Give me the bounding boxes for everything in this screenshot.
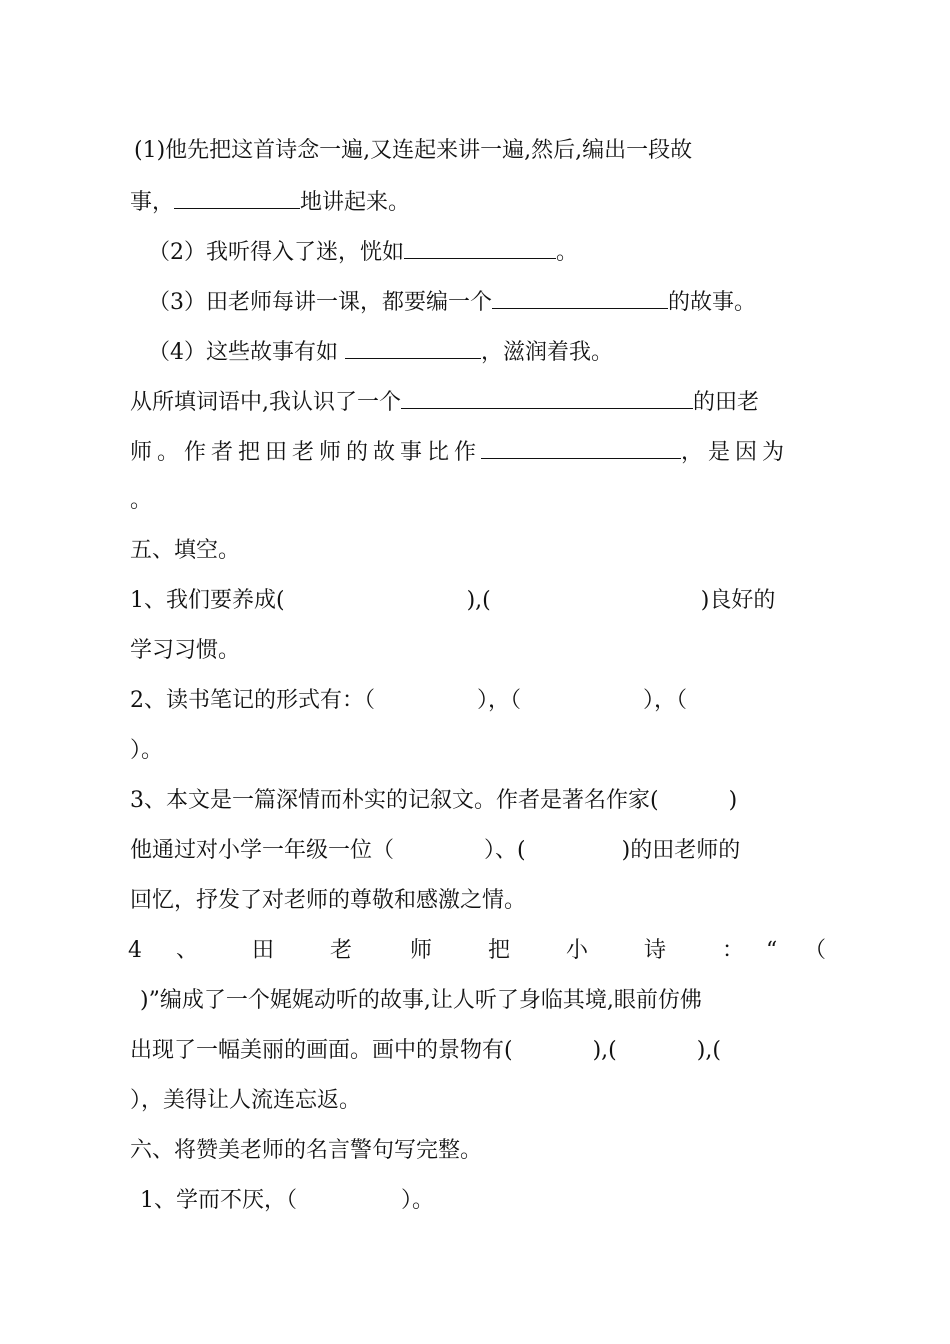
q2-blank[interactable] <box>404 236 556 259</box>
q3-suffix: 的故事。 <box>668 290 757 315</box>
section5-title <box>130 536 240 566</box>
s5-item3-line3 <box>130 886 526 916</box>
s5-item4-char: 田 <box>252 938 275 963</box>
s5-item1-line2 <box>130 636 240 666</box>
summary-line3 <box>130 486 152 516</box>
s5-item3-d: ）、( <box>484 838 526 863</box>
s5-item3-e: )的田老师的 <box>621 838 741 863</box>
s5-item4-char: “ <box>766 938 778 963</box>
s5-item3-c: 他通过对小学一年级一位（ <box>130 838 395 863</box>
s5-item3-b: ) <box>728 788 738 813</box>
q2-prefix: （2）我听得入了迷，恍如 <box>148 240 404 265</box>
summary-text3: 。 <box>130 488 153 513</box>
section6-title <box>130 1136 482 1166</box>
s5-item4-e: ),( <box>696 1038 721 1063</box>
s5-item1-b: ),( <box>466 588 491 613</box>
q1-suffix: 地讲起来。 <box>300 190 411 215</box>
q4-suffix: ，滋润着我。 <box>481 340 614 365</box>
q4-prefix: （4）这些故事有如 <box>148 340 345 365</box>
section6-heading: 六、将赞美老师的名言警句写完整。 <box>130 1138 483 1163</box>
s6-item1-a: 1、学而不厌，（ <box>140 1188 297 1213</box>
s5-item4-char: 诗 <box>644 938 667 963</box>
s5-item4-f: ），美得让人流连忘返。 <box>130 1088 362 1113</box>
s6-item1-b: ）。 <box>401 1188 435 1213</box>
summary-line2 <box>130 436 789 466</box>
s5-item2-line2 <box>130 736 163 766</box>
s5-item1-d: 学习习惯。 <box>130 638 241 663</box>
q2-line <box>148 236 578 266</box>
s5-item4-char: 老 <box>330 938 353 963</box>
q4-blank[interactable] <box>345 336 481 359</box>
q1-line2 <box>130 186 410 216</box>
s5-item4-line2 <box>140 986 702 1016</box>
summary-text1: 从所填词语中,我认识了一个 <box>130 390 401 415</box>
q2-suffix: 。 <box>556 240 579 265</box>
s5-item4-line1 <box>0 936 950 966</box>
s5-item2-c: ），（ <box>643 688 688 713</box>
s6-item1-line <box>140 1186 434 1216</box>
q3-blank[interactable] <box>492 286 668 309</box>
s5-item2-b: ），（ <box>477 688 522 713</box>
q1-line1 <box>134 136 692 166</box>
s5-item4-char: 把 <box>488 938 511 963</box>
s5-item4-d: ),( <box>592 1038 617 1063</box>
q3-prefix: （3）田老师每讲一课，都要编一个 <box>148 290 492 315</box>
q3-line <box>148 286 756 316</box>
summary-text2b: ，是因为 <box>681 440 790 465</box>
s5-item2-d: ）。 <box>130 738 164 763</box>
s5-item3-line1 <box>130 786 737 816</box>
s5-item4-char: （ <box>804 938 827 963</box>
q4-line <box>148 336 613 366</box>
q1-blank[interactable] <box>174 186 300 209</box>
q1-text: (1)他先把这首诗念一遍,又连起来讲一遍,然后,编出一段故 <box>134 138 693 163</box>
s5-item3-line2 <box>130 836 740 866</box>
summary-text1b: 的田老 <box>693 390 760 415</box>
s5-item3-a: 3、本文是一篇深情而朴实的记叙文。作者是著名作家( <box>130 788 659 813</box>
s5-item4-char: 师 <box>410 938 433 963</box>
summary-line1 <box>130 386 759 416</box>
s5-item4-c: 出现了一幅美丽的画面。画中的景物有( <box>130 1038 513 1063</box>
s5-item3-f: 回忆，抒发了对老师的尊敬和感激之情。 <box>130 888 527 913</box>
s5-item2-line1 <box>130 686 687 716</box>
s5-item4-line3 <box>130 1036 721 1066</box>
q1-prefix: 事， <box>130 190 175 215</box>
summary-blank2[interactable] <box>481 436 681 459</box>
s5-item4-char: ： <box>722 938 745 963</box>
s5-item1-a: 1、我们要养成( <box>130 588 285 613</box>
s5-item2-a: 2、读书笔记的形式有：（ <box>130 688 375 713</box>
s5-item1-c: )良好的 <box>700 588 776 613</box>
s5-item4-char: 、 <box>176 938 199 963</box>
summary-text2: 师。作者把田老师的故事比作 <box>130 440 482 465</box>
s5-item1-line1 <box>130 586 775 616</box>
s5-item4-char: 4 <box>128 938 142 963</box>
s5-item4-char: 小 <box>566 938 589 963</box>
s5-item4-line4 <box>130 1086 361 1116</box>
summary-blank1[interactable] <box>401 386 693 409</box>
section5-heading: 五、填空。 <box>130 538 241 563</box>
s5-item4-b: )”编成了一个娓娓动听的故事,让人听了身临其境,眼前仿佛 <box>140 988 702 1013</box>
